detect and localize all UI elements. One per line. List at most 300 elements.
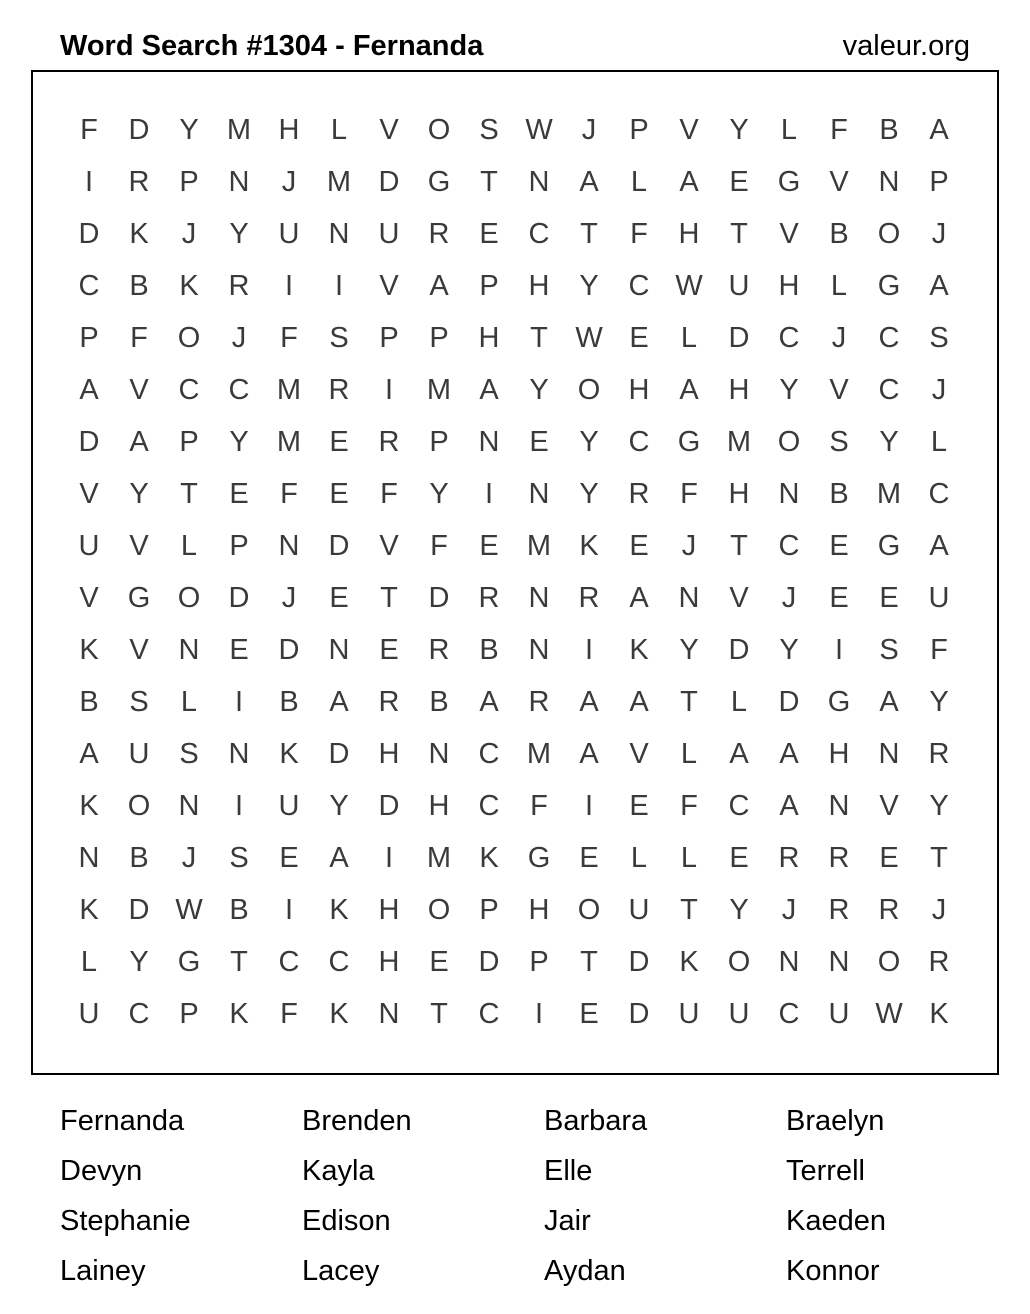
grid-cell: U bbox=[828, 997, 850, 1030]
word-list-item: Lacey bbox=[302, 1255, 380, 1287]
word-list-item: Aydan bbox=[544, 1255, 626, 1287]
grid-cell: K bbox=[229, 997, 249, 1030]
grid-cell: T bbox=[530, 321, 548, 354]
grid-cell: W bbox=[875, 997, 903, 1030]
grid-cell: C bbox=[478, 737, 500, 770]
grid-cell: D bbox=[728, 633, 750, 666]
grid-cell: H bbox=[428, 789, 450, 822]
grid-cell: I bbox=[234, 789, 244, 822]
grid-cell: M bbox=[326, 165, 352, 198]
grid-cell: C bbox=[178, 373, 200, 406]
puzzle-title: Word Search #1304 - Fernanda bbox=[60, 30, 484, 62]
grid-cell: O bbox=[177, 321, 201, 354]
grid-cell: C bbox=[728, 789, 750, 822]
grid-cell: H bbox=[478, 321, 500, 354]
grid-cell: O bbox=[877, 945, 901, 978]
grid-cell: E bbox=[529, 425, 549, 458]
grid-cell: N bbox=[778, 477, 800, 510]
grid-cell: L bbox=[930, 425, 948, 458]
grid-cell: E bbox=[479, 529, 499, 562]
grid-cell: A bbox=[579, 685, 599, 718]
grid-cell: B bbox=[129, 269, 149, 302]
grid-cell: F bbox=[280, 321, 298, 354]
grid-cell: W bbox=[525, 113, 553, 146]
grid-cell: R bbox=[828, 893, 850, 926]
grid-cell: L bbox=[330, 113, 348, 146]
grid-cell: Y bbox=[729, 893, 749, 926]
grid-cell: E bbox=[729, 841, 749, 874]
grid-cell: B bbox=[829, 217, 849, 250]
grid-cell: G bbox=[427, 165, 451, 198]
grid-cell: N bbox=[228, 737, 250, 770]
grid-cell: I bbox=[334, 269, 344, 302]
grid-cell: T bbox=[680, 893, 698, 926]
grid-cell: T bbox=[680, 685, 698, 718]
grid-cell: D bbox=[228, 581, 250, 614]
word-list-item: Fernanda bbox=[60, 1105, 185, 1137]
grid-cell: O bbox=[577, 893, 601, 926]
grid-cell: M bbox=[876, 477, 902, 510]
grid-cell: R bbox=[828, 841, 850, 874]
grid-cell: S bbox=[129, 685, 149, 718]
grid-cell: L bbox=[680, 321, 698, 354]
grid-cell: P bbox=[79, 321, 99, 354]
grid-cell: A bbox=[79, 737, 99, 770]
grid-cell: V bbox=[379, 113, 399, 146]
grid-cell: F bbox=[280, 997, 298, 1030]
grid-cell: L bbox=[680, 841, 698, 874]
grid-cell: T bbox=[580, 217, 598, 250]
grid-cell: V bbox=[779, 217, 799, 250]
grid-cell: A bbox=[629, 581, 649, 614]
grid-cell: V bbox=[629, 737, 649, 770]
grid-cell: H bbox=[378, 737, 400, 770]
grid-cell: N bbox=[228, 165, 250, 198]
word-list-item: Lainey bbox=[60, 1255, 146, 1287]
grid-cell: J bbox=[831, 321, 847, 354]
grid-cell: D bbox=[328, 529, 350, 562]
grid-cell: P bbox=[929, 165, 949, 198]
grid-cell: E bbox=[279, 841, 299, 874]
grid-cell: Y bbox=[229, 425, 249, 458]
grid-cell: E bbox=[229, 477, 249, 510]
grid-cell: G bbox=[827, 685, 851, 718]
letter-grid bbox=[64, 104, 964, 1040]
grid-cell: C bbox=[278, 945, 300, 978]
grid-cell: U bbox=[78, 997, 100, 1030]
grid-cell: E bbox=[329, 425, 349, 458]
grid-cell: A bbox=[779, 789, 799, 822]
word-list-item: Jair bbox=[544, 1205, 591, 1237]
grid-cell: K bbox=[329, 893, 349, 926]
grid-cell: C bbox=[478, 997, 500, 1030]
grid-cell: N bbox=[78, 841, 100, 874]
grid-cell: C bbox=[878, 373, 900, 406]
grid-cell: V bbox=[829, 373, 849, 406]
grid-cell: R bbox=[128, 165, 150, 198]
grid-cell: D bbox=[428, 581, 450, 614]
grid-cell: J bbox=[931, 373, 947, 406]
grid-cell: R bbox=[378, 685, 400, 718]
grid-cell: B bbox=[879, 113, 899, 146]
site-name: valeur.org bbox=[842, 30, 970, 62]
grid-cell: V bbox=[729, 581, 749, 614]
grid-cell: O bbox=[577, 373, 601, 406]
word-list-item: Terrell bbox=[786, 1155, 865, 1187]
grid-cell: G bbox=[877, 529, 901, 562]
grid-cell: J bbox=[281, 581, 297, 614]
grid-cell: F bbox=[930, 633, 948, 666]
grid-cell: C bbox=[328, 945, 350, 978]
grid-cell: E bbox=[629, 789, 649, 822]
grid-cell: V bbox=[679, 113, 699, 146]
grid-cell: T bbox=[480, 165, 498, 198]
grid-cell: F bbox=[80, 113, 98, 146]
grid-cell: I bbox=[584, 789, 594, 822]
grid-cell: J bbox=[781, 893, 797, 926]
grid-cell: Y bbox=[179, 113, 199, 146]
grid-cell: N bbox=[428, 737, 450, 770]
grid-cell: N bbox=[828, 789, 850, 822]
grid-cell: I bbox=[584, 633, 594, 666]
grid-cell: A bbox=[729, 737, 749, 770]
grid-cell: D bbox=[628, 945, 650, 978]
grid-cell: D bbox=[478, 945, 500, 978]
grid-cell: B bbox=[279, 685, 299, 718]
grid-cell: F bbox=[280, 477, 298, 510]
grid-cell: R bbox=[928, 945, 950, 978]
grid-cell: E bbox=[829, 529, 849, 562]
grid-cell: R bbox=[628, 477, 650, 510]
word-list-item: Konnor bbox=[786, 1255, 880, 1287]
grid-cell: P bbox=[179, 997, 199, 1030]
grid-cell: N bbox=[878, 737, 900, 770]
grid-cell: L bbox=[630, 841, 648, 874]
grid-cell: V bbox=[79, 581, 99, 614]
grid-cell: Y bbox=[929, 789, 949, 822]
grid-cell: A bbox=[579, 737, 599, 770]
grid-cell: H bbox=[728, 373, 750, 406]
grid-cell: V bbox=[79, 477, 99, 510]
grid-cell: R bbox=[478, 581, 500, 614]
word-list-item: Barbara bbox=[544, 1105, 648, 1137]
grid-cell: T bbox=[380, 581, 398, 614]
grid-cell: B bbox=[829, 477, 849, 510]
grid-cell: F bbox=[830, 113, 848, 146]
grid-cell: C bbox=[778, 529, 800, 562]
grid-cell: D bbox=[78, 217, 100, 250]
grid-cell: R bbox=[428, 633, 450, 666]
grid-cell: F bbox=[380, 477, 398, 510]
word-list-item: Stephanie bbox=[60, 1205, 191, 1237]
grid-cell: S bbox=[179, 737, 199, 770]
grid-cell: H bbox=[278, 113, 300, 146]
grid-cell: N bbox=[828, 945, 850, 978]
grid-cell: Y bbox=[579, 269, 599, 302]
grid-cell: G bbox=[127, 581, 151, 614]
grid-cell: N bbox=[678, 581, 700, 614]
grid-cell: F bbox=[430, 529, 448, 562]
grid-cell: U bbox=[278, 789, 300, 822]
grid-cell: K bbox=[179, 269, 199, 302]
grid-cell: N bbox=[178, 789, 200, 822]
grid-cell: P bbox=[429, 321, 449, 354]
grid-cell: E bbox=[879, 581, 899, 614]
grid-cell: T bbox=[230, 945, 248, 978]
grid-cell: Y bbox=[529, 373, 549, 406]
grid-cell: H bbox=[528, 269, 550, 302]
grid-cell: W bbox=[575, 321, 603, 354]
grid-cell: L bbox=[780, 113, 798, 146]
grid-cell: L bbox=[680, 737, 698, 770]
grid-cell: D bbox=[128, 113, 150, 146]
grid-cell: D bbox=[278, 633, 300, 666]
grid-cell: A bbox=[629, 685, 649, 718]
grid-cell: V bbox=[129, 529, 149, 562]
grid-cell: M bbox=[226, 113, 252, 146]
grid-cell: E bbox=[329, 581, 349, 614]
grid-cell: U bbox=[678, 997, 700, 1030]
grid-cell: L bbox=[730, 685, 748, 718]
grid-cell: D bbox=[378, 789, 400, 822]
grid-cell: E bbox=[479, 217, 499, 250]
grid-cell: Y bbox=[579, 477, 599, 510]
grid-cell: J bbox=[781, 581, 797, 614]
grid-cell: J bbox=[231, 321, 247, 354]
grid-cell: K bbox=[579, 529, 599, 562]
grid-cell: A bbox=[679, 165, 699, 198]
grid-cell: G bbox=[877, 269, 901, 302]
grid-cell: C bbox=[478, 789, 500, 822]
grid-cell: A bbox=[929, 529, 949, 562]
grid-cell: A bbox=[929, 269, 949, 302]
grid-cell: H bbox=[378, 893, 400, 926]
grid-cell: R bbox=[328, 373, 350, 406]
grid-cell: C bbox=[78, 269, 100, 302]
grid-cell: F bbox=[630, 217, 648, 250]
word-list-item: Kayla bbox=[302, 1155, 375, 1187]
word-list-item: Edison bbox=[302, 1205, 391, 1237]
grid-cell: S bbox=[879, 633, 899, 666]
grid-cell: T bbox=[580, 945, 598, 978]
grid-cell: A bbox=[679, 373, 699, 406]
grid-cell: T bbox=[180, 477, 198, 510]
grid-cell: I bbox=[384, 841, 394, 874]
grid-cell: I bbox=[284, 269, 294, 302]
grid-cell: C bbox=[228, 373, 250, 406]
grid-cell: Y bbox=[779, 633, 799, 666]
grid-cell: V bbox=[879, 789, 899, 822]
grid-cell: S bbox=[479, 113, 499, 146]
word-list-item: Elle bbox=[544, 1155, 593, 1187]
grid-cell: Y bbox=[579, 425, 599, 458]
grid-cell: Y bbox=[929, 685, 949, 718]
grid-cell: Y bbox=[229, 217, 249, 250]
puzzle-board bbox=[31, 70, 999, 1075]
grid-cell: R bbox=[378, 425, 400, 458]
grid-cell: C bbox=[778, 997, 800, 1030]
grid-cell: E bbox=[229, 633, 249, 666]
grid-cell: Y bbox=[129, 477, 149, 510]
grid-cell: P bbox=[179, 165, 199, 198]
grid-cell: W bbox=[675, 269, 703, 302]
grid-cell: Y bbox=[129, 945, 149, 978]
grid-cell: C bbox=[878, 321, 900, 354]
grid-cell: B bbox=[129, 841, 149, 874]
grid-cell: K bbox=[79, 633, 99, 666]
grid-cell: J bbox=[181, 217, 197, 250]
grid-cell: A bbox=[479, 373, 499, 406]
grid-cell: U bbox=[128, 737, 150, 770]
grid-cell: L bbox=[80, 945, 98, 978]
grid-cell: A bbox=[429, 269, 449, 302]
grid-cell: M bbox=[276, 373, 302, 406]
grid-cell: C bbox=[628, 269, 650, 302]
grid-cell: U bbox=[378, 217, 400, 250]
grid-cell: I bbox=[484, 477, 494, 510]
grid-cell: A bbox=[779, 737, 799, 770]
grid-cell: G bbox=[177, 945, 201, 978]
grid-cell: U bbox=[628, 893, 650, 926]
grid-cell: K bbox=[629, 633, 649, 666]
grid-cell: R bbox=[228, 269, 250, 302]
grid-cell: R bbox=[578, 581, 600, 614]
grid-cell: Y bbox=[429, 477, 449, 510]
grid-cell: V bbox=[129, 373, 149, 406]
grid-cell: V bbox=[829, 165, 849, 198]
grid-cell: C bbox=[128, 997, 150, 1030]
grid-cell: A bbox=[329, 685, 349, 718]
grid-cell: V bbox=[379, 269, 399, 302]
grid-cell: D bbox=[78, 425, 100, 458]
grid-cell: Y bbox=[779, 373, 799, 406]
grid-cell: U bbox=[278, 217, 300, 250]
grid-cell: N bbox=[528, 633, 550, 666]
grid-cell: R bbox=[928, 737, 950, 770]
grid-cell: T bbox=[730, 529, 748, 562]
grid-cell: K bbox=[79, 789, 99, 822]
grid-cell: P bbox=[529, 945, 549, 978]
grid-cell: Y bbox=[729, 113, 749, 146]
grid-cell: B bbox=[479, 633, 499, 666]
grid-cell: G bbox=[677, 425, 701, 458]
grid-cell: M bbox=[426, 841, 452, 874]
grid-cell: T bbox=[730, 217, 748, 250]
grid-cell: F bbox=[130, 321, 148, 354]
grid-cell: U bbox=[728, 997, 750, 1030]
grid-cell: H bbox=[778, 269, 800, 302]
grid-cell: B bbox=[79, 685, 99, 718]
grid-cell: H bbox=[728, 477, 750, 510]
grid-cell: P bbox=[179, 425, 199, 458]
grid-cell: I bbox=[534, 997, 544, 1030]
grid-cell: E bbox=[579, 841, 599, 874]
grid-cell: H bbox=[628, 373, 650, 406]
grid-cell: H bbox=[828, 737, 850, 770]
grid-cell: K bbox=[479, 841, 499, 874]
grid-cell: A bbox=[329, 841, 349, 874]
grid-cell: N bbox=[478, 425, 500, 458]
grid-cell: G bbox=[527, 841, 551, 874]
grid-cell: S bbox=[829, 425, 849, 458]
grid-cell: C bbox=[528, 217, 550, 250]
grid-cell: P bbox=[479, 269, 499, 302]
grid-cell: R bbox=[778, 841, 800, 874]
grid-cell: M bbox=[276, 425, 302, 458]
grid-cell: D bbox=[728, 321, 750, 354]
grid-cell: P bbox=[629, 113, 649, 146]
grid-cell: K bbox=[129, 217, 149, 250]
grid-cell: N bbox=[328, 217, 350, 250]
grid-cell: N bbox=[778, 945, 800, 978]
grid-cell: A bbox=[879, 685, 899, 718]
grid-cell: T bbox=[930, 841, 948, 874]
grid-cell: D bbox=[328, 737, 350, 770]
grid-cell: E bbox=[829, 581, 849, 614]
grid-cell: I bbox=[234, 685, 244, 718]
grid-cell: N bbox=[528, 581, 550, 614]
grid-cell: W bbox=[175, 893, 203, 926]
grid-cell: G bbox=[777, 165, 801, 198]
grid-cell: N bbox=[378, 997, 400, 1030]
grid-cell: J bbox=[181, 841, 197, 874]
grid-cell: M bbox=[726, 425, 752, 458]
grid-cell: B bbox=[429, 685, 449, 718]
word-list-item: Kaeden bbox=[786, 1205, 886, 1237]
grid-cell: K bbox=[929, 997, 949, 1030]
grid-cell: I bbox=[384, 373, 394, 406]
grid-cell: A bbox=[579, 165, 599, 198]
grid-cell: A bbox=[79, 373, 99, 406]
grid-cell: O bbox=[877, 217, 901, 250]
grid-cell: T bbox=[430, 997, 448, 1030]
word-list-item: Devyn bbox=[60, 1155, 143, 1187]
grid-cell: Y bbox=[679, 633, 699, 666]
grid-cell: P bbox=[429, 425, 449, 458]
grid-cell: L bbox=[630, 165, 648, 198]
word-list bbox=[60, 1096, 1028, 1296]
grid-cell: P bbox=[379, 321, 399, 354]
grid-cell: U bbox=[728, 269, 750, 302]
grid-cell: H bbox=[678, 217, 700, 250]
grid-cell: R bbox=[528, 685, 550, 718]
grid-cell: Y bbox=[879, 425, 899, 458]
grid-cell: L bbox=[830, 269, 848, 302]
grid-cell: R bbox=[428, 217, 450, 250]
grid-cell: L bbox=[180, 529, 198, 562]
grid-cell: E bbox=[579, 997, 599, 1030]
grid-cell: E bbox=[429, 945, 449, 978]
grid-cell: N bbox=[528, 477, 550, 510]
grid-cell: H bbox=[528, 893, 550, 926]
grid-cell: O bbox=[427, 113, 451, 146]
grid-cell: D bbox=[378, 165, 400, 198]
grid-cell: D bbox=[778, 685, 800, 718]
grid-cell: D bbox=[628, 997, 650, 1030]
grid-cell: E bbox=[629, 321, 649, 354]
grid-cell: I bbox=[834, 633, 844, 666]
grid-cell: V bbox=[129, 633, 149, 666]
grid-cell: E bbox=[879, 841, 899, 874]
grid-cell: J bbox=[581, 113, 597, 146]
grid-cell: Y bbox=[329, 789, 349, 822]
grid-cell: I bbox=[284, 893, 294, 926]
grid-cell: O bbox=[177, 581, 201, 614]
grid-cell: K bbox=[279, 737, 299, 770]
grid-cell: J bbox=[931, 893, 947, 926]
grid-cell: D bbox=[128, 893, 150, 926]
grid-cell: K bbox=[329, 997, 349, 1030]
